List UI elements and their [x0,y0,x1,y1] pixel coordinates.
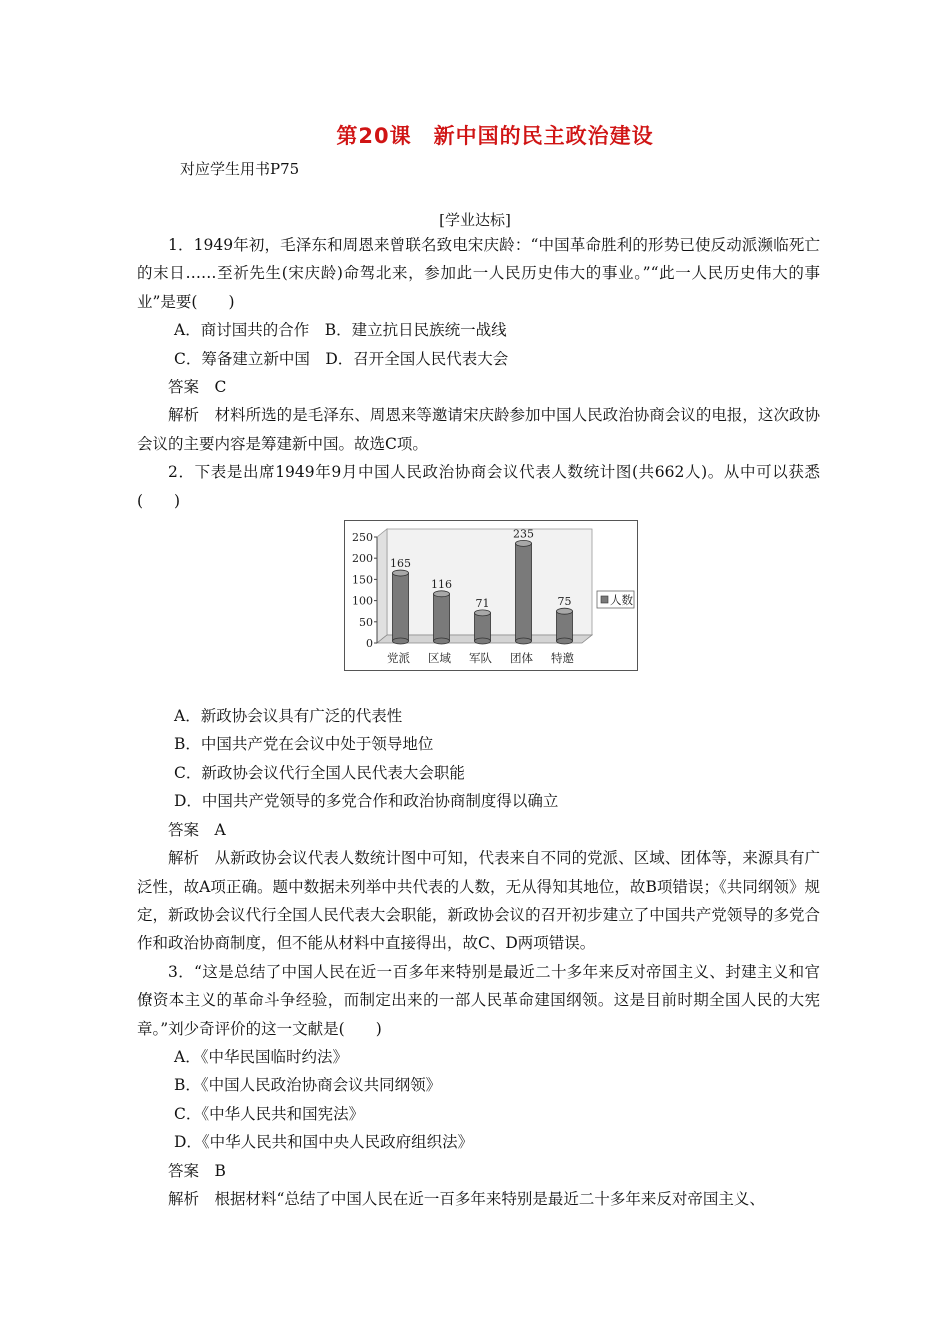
data-label-特邀: 75 [557,595,572,609]
y-tick-label: 100 [352,594,373,608]
bar-区域 [434,591,450,644]
q1-stem: 1．1949年初，毛泽东和周恩来曾联名致电宋庆龄：“中国革命胜利的形势已使反动派濒临死亡的末日……至祈先生(宋庆龄)命驾北来，参加此一人民历史伟大的事业。”“此一人民历史伟大的事业”是要( ) [137,236,820,311]
q2-stem: 2．下表是出席1949年9月中国人民政治协商会议代表人数统计图(共662人)。从中可以获悉( ) [137,463,820,510]
x-tick-label-特邀: 特邀 [551,651,574,666]
q3-option-b: B．《中国人民政治协商会议共同纲领》 [174,1076,442,1095]
q1-options-row-2: C．筹备建立新中国 D．召开全国人民代表大会 [174,349,509,368]
q1-analysis: 解析 材料所选的是毛泽东、周恩来等邀请宋庆龄参加中国人民政治协商会议的电报，这次政协会议的主要内容是筹建新中国。故选C项。 [137,406,820,453]
bar-军队 [475,610,491,644]
x-tick-label-区域: 区域 [428,651,451,666]
legend-swatch [601,596,608,603]
legend-label: 人数 [610,593,633,608]
y-tick-label: 200 [352,552,373,566]
chart-container [137,515,820,702]
q3-option-c: C．《中华人民共和国宪法》 [174,1104,365,1123]
q2-option-a: A．新政协会议具有广泛的代表性 [174,707,403,726]
data-label-团体: 235 [513,527,534,541]
y-tick-label: 250 [352,531,373,545]
q2-answer: 答案 A [168,820,226,839]
q2-option-b: B．中国共产党在会议中处于领导地位 [174,735,434,754]
q3-option-d: D．《中华人民共和国中央人民政府组织法》 [174,1133,474,1152]
page-title: 第20课 新中国的民主政治建设 [336,124,654,148]
q3-analysis: 解析 根据材料“总结了中国人民在近一百多年来特别是最近二十多年来反对帝国主义、 [168,1189,765,1208]
q3-answer: 答案 B [168,1161,226,1180]
q3-option-a: A．《中华民国临时约法》 [174,1047,348,1066]
question-content [137,231,820,1213]
q2-option-d: D．中国共产党领导的多党合作和政治协商制度得以确立 [174,792,559,811]
y-tick-label: 0 [366,637,373,651]
data-label-区域: 116 [431,577,452,591]
section-heading: [学业达标] [439,211,511,229]
x-tick-label-军队: 军队 [469,651,492,666]
x-tick-label-团体: 团体 [510,651,533,666]
data-label-军队: 71 [475,596,490,610]
page-subtitle: 对应学生用书P75 [180,160,300,178]
x-tick-label-党派: 党派 [387,651,410,666]
q3-stem: 3．“这是总结了中国人民在近一百多年来特别是最近二十多年来反对帝国主义、封建主义和官僚资本主义的革命斗争经验，而制定出来的一部人民革命建国纲领。这是目前时期全国人民的大宪章。”刘少奇评价的这一文献是( ) [137,962,820,1038]
bar-团体 [516,540,532,644]
y-tick-label: 150 [352,573,373,587]
q1-options-row-1: A．商讨国共的合作 B．建立抗日民族统一战线 [174,321,507,340]
data-label-党派: 165 [390,557,411,571]
q2-option-c: C．新政协会议代行全国人民代表大会职能 [174,763,465,782]
bar-党派 [393,570,409,644]
q2-analysis: 解析 从新政协会议代表人数统计图中可知，代表来自不同的党派、区域、团体等，来源具有广泛性，故A项正确。题中数据未列举中共代表的人数，无从得知其地位，故B项错误；《共同纲领》规定，新政协会议代行全国人民代表大会职能，新政协会议的召开初步建立了中国共产党领导的多党合作和政治协商制度，但不能从材料中直接得出，故C、D两项错误。 [137,849,820,953]
delegates-bar-chart [345,521,637,670]
y-tick-label: 50 [359,615,373,629]
chart-frame [344,520,638,671]
q1-answer: 答案 C [168,378,227,397]
bar-特邀 [557,608,573,644]
chart-side-wall [377,529,387,643]
